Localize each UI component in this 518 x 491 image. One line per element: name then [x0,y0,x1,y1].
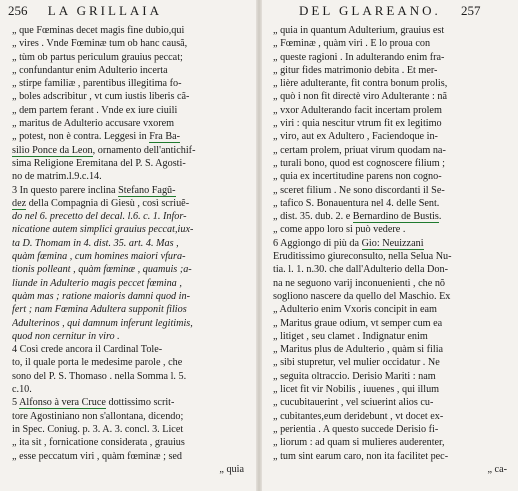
left-page-text-line: silio Ponce da Leon, ornamento dell'antichif- [12,144,196,156]
left-page-text-line: fert ; nam Fœmina Adultera supponit filios [12,304,187,316]
left-page-text-line: no de matrim.l.9.c.14. [12,171,102,183]
left-page-text-line: quod non cernitur in viro . [12,330,120,342]
left-page-text-line: c.10. [12,384,32,396]
left-page-text-line: „ stirpe familiæ , parentibus illegitima fo- [12,78,182,90]
left-page-text-line: Adulterinos , qui damnum inferunt legitimis, [12,317,193,329]
right-page-header [299,3,481,19]
left-page-text-line: nicatione autem simplici grauius peccat,iux- [12,224,194,236]
right-page-text-line: „ quia in quantum Adulterium, grauius est [273,25,445,36]
left-page-text-line: sono del P. S. Thomaso . nella Somma l. 5. [12,370,187,382]
right-page-text-line: „ seguita oltraccio. Derisio Mariti : nam [273,370,436,382]
left-page-text-line: sima Religione Eremitana del P. S. Agosti- [12,157,186,169]
right-page-text-line: „ tum sint earum caro, non ita facilitet pec- [273,450,449,462]
left-page-text-line: 3 In questo parere inclina Stefano Fagũ- [12,184,176,196]
left-page-text-line: „ confundantur enim Adulterio incerta [12,64,168,76]
left-page-text-line: „ potest, non è contra. Leggesi in Fra Ba- [12,131,181,143]
underlined-name: silio Ponce da Leon [12,144,93,156]
right-page-text-line: „ lière adulterante, fit contra bonum prolis, [273,78,448,90]
left-page-text-line: 5 Alfonso à vera Cruce dottissimo scrit- [12,397,175,409]
left-page-text-line: „ maritus de Adulterio accusare vxorem [12,118,175,130]
underlined-name: dez [12,197,27,209]
left-page-text-line: do nel 6. precetto del decal. l.6. c. 1. Infor- [12,211,187,223]
left-running-head: LA GRILLAIA [47,3,162,18]
left-page-text-line: „ boles adscribitur , vt cum iustis liberis cã- [12,91,190,103]
left-page-text-line: „ esse peccatum viri , quàm fœminæ ; sed [12,450,183,462]
left-page-number: 256 [8,3,28,18]
left-page-text-line: liunde in Adulterio magis peccet fœmina , [12,277,182,289]
right-page-text-line: „ sceret filium . Ne sono discordanti il Se- [273,184,445,196]
right-running-head: DEL GLAREANO. [299,3,441,18]
left-page-text-line: to, il quale porta le medesime parole , che [12,357,183,369]
right-page-text-line: na ne seguono varij inconuenienti , che nõ [273,277,446,289]
right-page-text-line: „ Maritus graue odium, vt semper cum ea [273,317,443,329]
left-page-text-line: in Spec. Coniug. p. 3. A. 3. concl. 3. Licet [12,423,184,435]
left-page-text-line: tore Agostiniano non s'allontana, dicendo; [12,410,184,422]
right-page-text-line: „ quia ex incertitudine parens non cogno- [273,171,442,183]
underlined-name: Gio: Neuizzani [361,237,424,249]
left-page-text-line: „ vires . Vnde Fœminæ tum ob hanc causã, [12,38,188,50]
right-page-text-line: „ cucubitauerint , vel sciuerint alios cu- [273,397,434,409]
right-page-text-line: „ viri : quia nescitur vtrum fit ex legitimo [273,118,442,130]
right-page-text-line: „ viro, aut ex Adultero , Faciendoque in- [273,131,438,143]
right-page-body [273,24,513,476]
right-page-text-line: „ turali bono, quod est cognoscere filium ; [273,157,446,169]
right-page-text-line: „ perientia . A questo succede Derisio fi- [273,423,439,435]
right-page-number: 257 [461,3,481,18]
right-page-text-line: „ tafico S. Bonauentura nel 4. delle Sent. [273,197,440,209]
right-page-text-line: „ Maritus plus de Adulterio , quàm si filia [273,344,444,356]
right-page-text-line: „ litiget , seu clamet . Indignatur enim [273,330,428,342]
right-page-text-line: „ come appo loro si può vedere . [273,224,406,236]
right-page-text-line: „ queste ragioni . In adulterando enim fra- [273,51,445,63]
right-page-text-line: Eruditissimo giureconsulto, nella Selua Nu- [273,251,452,263]
right-page-text-line: sogliono nascere da quello del Maschio. Ex [273,290,451,302]
right-page-text-line: „ dist. 35. dub. 2. e Bernardino de Bustis. [273,211,442,223]
right-page-text-line: „ Fœminæ , quàm viri . E lo proua con [273,38,431,50]
left-page-text-line: dez della Compagnia di Giesù , così scriuẽ- [12,197,190,209]
underlined-name: Stefano Fagũ- [118,184,176,196]
underlined-name: Fra Ba- [149,131,181,143]
underlined-name: Bernardino de Bustis [352,211,439,223]
right-page-text-line: „ liorum : ad quam si mulieres auderenter, [273,437,445,449]
left-page-text-line: ta D. Thomam in 4. dist. 35. art. 4. Mas , [12,237,179,249]
right-page-text-line: 6 Aggiongo di più da Gio: Neuizzani [273,237,424,249]
left-page-text-line: „ tùm ob partus periculum grauius peccat; [12,51,183,63]
right-page-text-line: „ gitur fides matrimonio debita . Et mer- [273,64,438,76]
left-page-text-line: quàm mas ; ratione maioris damni quod in- [12,290,190,302]
left-page-body [12,24,250,476]
left-page-header [8,3,162,19]
underlined-name: Alfonso à vera Cruce [19,397,106,409]
left-page-text-line: „ ita sit , fornicatione considerata , grauius [12,437,185,449]
left-page-text-line: tionis polleant , quàm fœminæ , quamuis ;a- [12,264,192,276]
right-page-text-line: „ Adulterio enim Vxoris concipit in eam [273,304,437,316]
right-page-text-line: „ vxor Adulterando facit incertam prolem [273,104,442,116]
right-page-text-line: tia. l. 1. n.30. che dall'Adulterio della Don- [273,264,448,276]
right-page-text-line: „ sibi stupretur, vel mulier occidatur . Ne [273,357,440,369]
left-page-text-line: „ dem partem ferant . Vnde ex iure ciuili [12,104,178,116]
right-page-text-line: „ quò i non fit directè viro Adulterante : nã [273,91,447,103]
right-page-text-line: „ cubitantes,eum deridebunt , vt docet ex- [273,410,444,422]
left-page-catchword: „ quia [219,463,244,475]
left-page-text-line: quàm fœmina , cum homines maiori vfura- [12,251,186,263]
right-page [259,0,518,491]
left-page-text-line: „ que Fœminas decet magis fine dubio,qui [12,25,185,36]
left-page-text-line: 4 Così crede ancora il Cardinal Tole- [12,344,163,356]
right-page-text-line: „ licet fit vir Nobilis , iuuenes , qui illum [273,384,440,396]
right-page-catchword: „ ca- [487,463,507,475]
right-page-text-line: „ certam prolem, priuat virum quodam na- [273,144,446,156]
